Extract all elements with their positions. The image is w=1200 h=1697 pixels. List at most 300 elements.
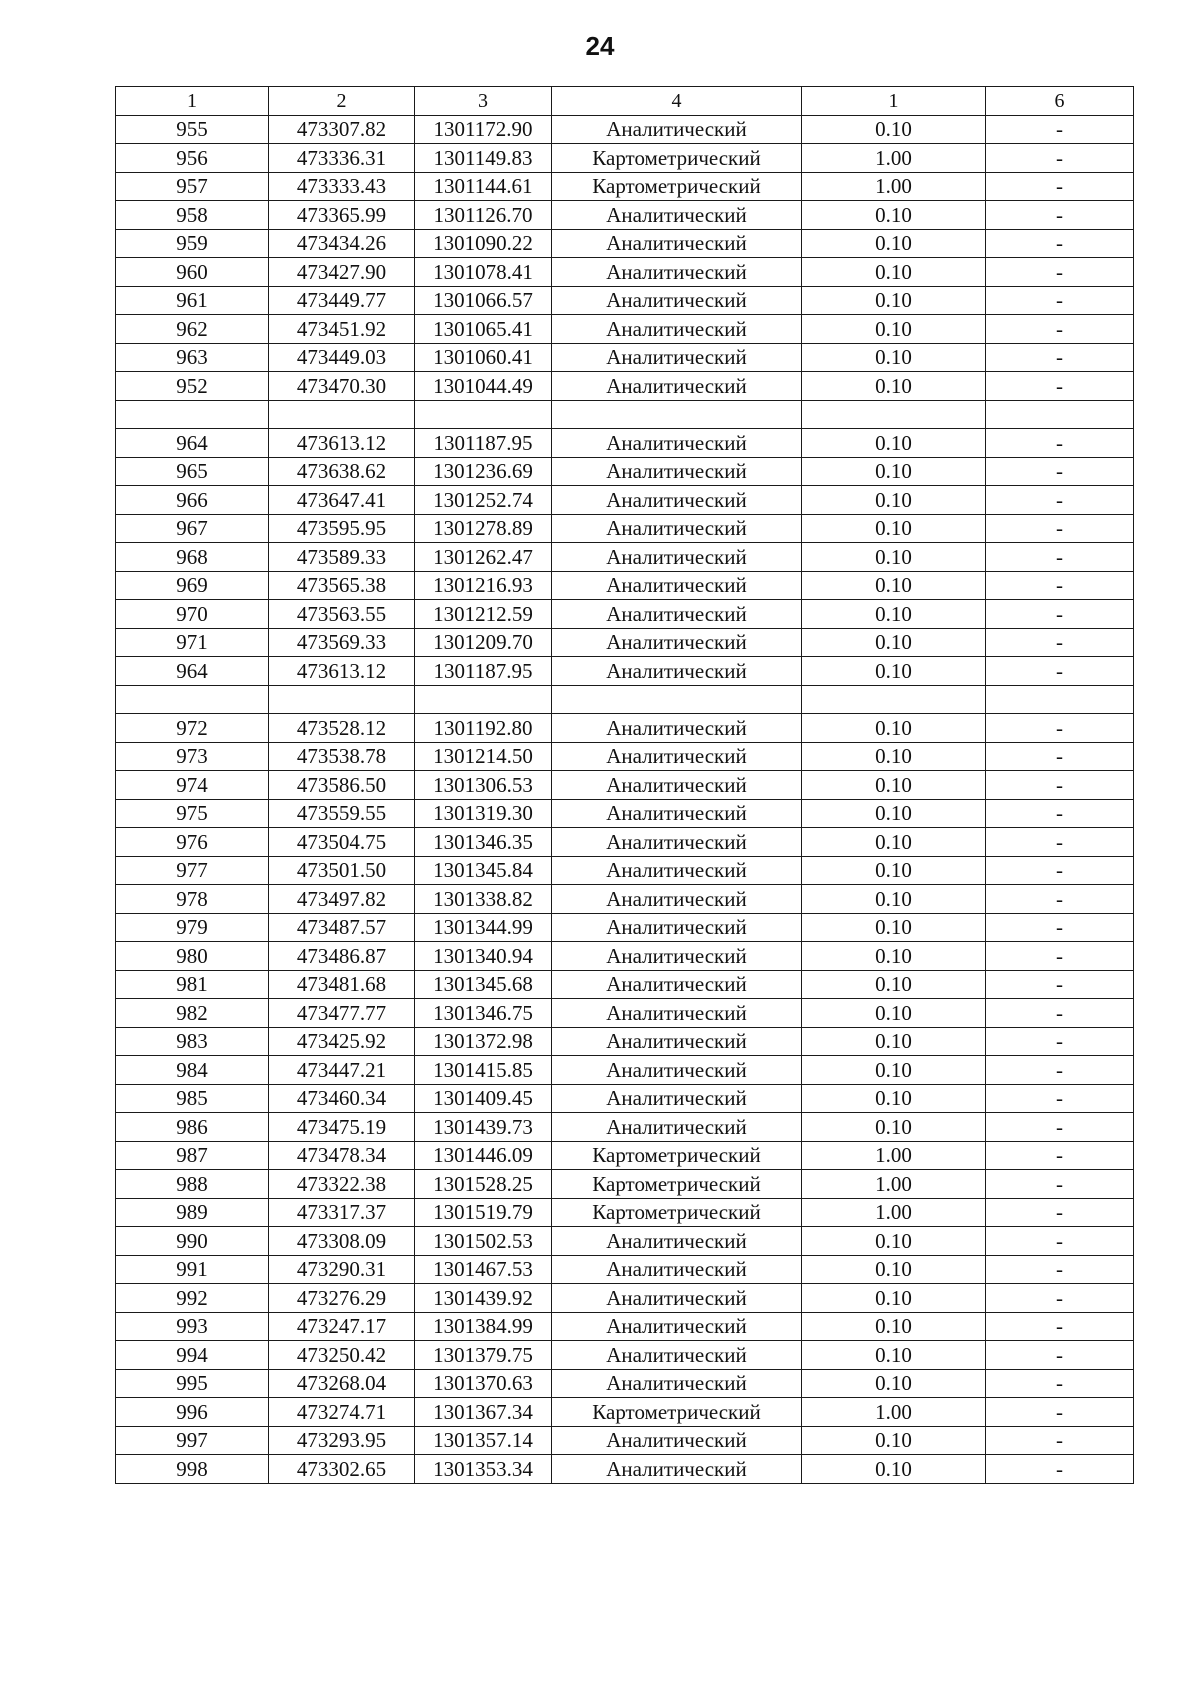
table-cell: 0.10 <box>802 1455 986 1484</box>
table-row <box>116 1426 1134 1455</box>
table-cell: - <box>986 1398 1134 1427</box>
table-cell: - <box>986 1369 1134 1398</box>
table-cell: 1301319.30 <box>415 799 552 828</box>
table-cell <box>415 685 552 714</box>
table-cell: Аналитический <box>552 514 802 543</box>
table-cell: - <box>986 229 1134 258</box>
table-cell: 0.10 <box>802 600 986 629</box>
table-cell <box>415 400 552 429</box>
table-cell: 473647.41 <box>269 486 415 515</box>
table-cell: Аналитический <box>552 1284 802 1313</box>
table-row <box>116 885 1134 914</box>
table-cell: Картометрический <box>552 144 802 173</box>
table-cell: Аналитический <box>552 856 802 885</box>
table-cell: 1301192.80 <box>415 714 552 743</box>
table-row <box>116 172 1134 201</box>
table-cell: 1301439.92 <box>415 1284 552 1313</box>
table-cell: 1.00 <box>802 1141 986 1170</box>
table-row <box>116 315 1134 344</box>
table-row <box>116 1084 1134 1113</box>
table-cell: 1301278.89 <box>415 514 552 543</box>
table-row <box>116 514 1134 543</box>
table-cell: 1301346.35 <box>415 828 552 857</box>
table-cell: 473559.55 <box>269 799 415 828</box>
table-cell: 1301306.53 <box>415 771 552 800</box>
table-cell: 473586.50 <box>269 771 415 800</box>
table-cell: - <box>986 172 1134 201</box>
table-cell: 1301353.34 <box>415 1455 552 1484</box>
coordinates-table <box>115 86 1134 1484</box>
table-cell: 1301379.75 <box>415 1341 552 1370</box>
table-cell: 988 <box>116 1170 269 1199</box>
table-cell: Аналитический <box>552 600 802 629</box>
table-cell: Аналитический <box>552 799 802 828</box>
table-cell: 1301060.41 <box>415 343 552 372</box>
table-cell: 986 <box>116 1113 269 1142</box>
table-cell: 0.10 <box>802 115 986 144</box>
table-cell: 473486.87 <box>269 942 415 971</box>
table-cell: 985 <box>116 1084 269 1113</box>
header-cell: 3 <box>415 87 552 116</box>
table-cell: 977 <box>116 856 269 885</box>
table-cell <box>269 685 415 714</box>
table-cell: Аналитический <box>552 970 802 999</box>
table-row <box>116 856 1134 885</box>
table-cell: 473613.12 <box>269 429 415 458</box>
table-row <box>116 999 1134 1028</box>
table-cell: 1301367.34 <box>415 1398 552 1427</box>
table-cell: Аналитический <box>552 429 802 458</box>
table-row <box>116 229 1134 258</box>
table-cell: Картометрический <box>552 1398 802 1427</box>
header-cell: 1 <box>116 87 269 116</box>
table-cell: 1301338.82 <box>415 885 552 914</box>
table-cell: 957 <box>116 172 269 201</box>
table-cell: 1301415.85 <box>415 1056 552 1085</box>
table-cell: 1301209.70 <box>415 628 552 657</box>
table-cell: 0.10 <box>802 1369 986 1398</box>
table-cell: - <box>986 1312 1134 1341</box>
table-cell: 473613.12 <box>269 657 415 686</box>
table-cell: - <box>986 258 1134 287</box>
table-row <box>116 1455 1134 1484</box>
table-cell: Аналитический <box>552 1426 802 1455</box>
table-row <box>116 543 1134 572</box>
table-cell: 955 <box>116 115 269 144</box>
table-cell: 473274.71 <box>269 1398 415 1427</box>
table-cell: 473290.31 <box>269 1255 415 1284</box>
table-cell <box>116 685 269 714</box>
table-cell: 473302.65 <box>269 1455 415 1484</box>
table-cell: Аналитический <box>552 913 802 942</box>
table-cell: 0.10 <box>802 486 986 515</box>
table-cell: 994 <box>116 1341 269 1370</box>
table-cell: 969 <box>116 571 269 600</box>
table-row <box>116 1255 1134 1284</box>
table-cell: - <box>986 771 1134 800</box>
table-cell: 1301370.63 <box>415 1369 552 1398</box>
table-row <box>116 1056 1134 1085</box>
table-cell: - <box>986 913 1134 942</box>
table-cell: Аналитический <box>552 742 802 771</box>
table-cell: 473449.03 <box>269 343 415 372</box>
table-cell: 0.10 <box>802 1255 986 1284</box>
table-cell: 992 <box>116 1284 269 1313</box>
table-row <box>116 628 1134 657</box>
table-cell: Аналитический <box>552 885 802 914</box>
table-cell: 0.10 <box>802 457 986 486</box>
table-cell: 473504.75 <box>269 828 415 857</box>
table-cell: 0.10 <box>802 828 986 857</box>
table-cell: - <box>986 201 1134 230</box>
table-cell: 0.10 <box>802 742 986 771</box>
table-cell: Аналитический <box>552 999 802 1028</box>
table-cell: 0.10 <box>802 799 986 828</box>
table-cell: 981 <box>116 970 269 999</box>
table-cell: 473595.95 <box>269 514 415 543</box>
table-cell: 1301340.94 <box>415 942 552 971</box>
table-cell: 473336.31 <box>269 144 415 173</box>
table-cell: 0.10 <box>802 1084 986 1113</box>
table-cell: 1301384.99 <box>415 1312 552 1341</box>
table-cell: 960 <box>116 258 269 287</box>
table-cell: 1301212.59 <box>415 600 552 629</box>
table-cell: 1301409.45 <box>415 1084 552 1113</box>
table-cell: 0.10 <box>802 628 986 657</box>
table-cell <box>116 400 269 429</box>
table-row <box>116 714 1134 743</box>
table-cell: 0.10 <box>802 229 986 258</box>
table-cell: 959 <box>116 229 269 258</box>
table-cell: 1301216.93 <box>415 571 552 600</box>
table-cell: 990 <box>116 1227 269 1256</box>
table-cell: - <box>986 1426 1134 1455</box>
table-row <box>116 1113 1134 1142</box>
table-cell: 0.10 <box>802 201 986 230</box>
table-cell: - <box>986 372 1134 401</box>
table-cell: 473247.17 <box>269 1312 415 1341</box>
table-cell: 0.10 <box>802 999 986 1028</box>
table-cell: 1301372.98 <box>415 1027 552 1056</box>
table-cell: 971 <box>116 628 269 657</box>
table-cell: - <box>986 144 1134 173</box>
table-cell: 473293.95 <box>269 1426 415 1455</box>
table-cell: Аналитический <box>552 942 802 971</box>
table-cell <box>986 400 1134 429</box>
table-cell: 967 <box>116 514 269 543</box>
table-cell: 0.10 <box>802 970 986 999</box>
table-cell: - <box>986 885 1134 914</box>
table-row <box>116 343 1134 372</box>
table-cell: - <box>986 856 1134 885</box>
table-cell: 1301446.09 <box>415 1141 552 1170</box>
table-cell: 473501.50 <box>269 856 415 885</box>
table-row <box>116 942 1134 971</box>
table-row <box>116 115 1134 144</box>
table-cell: 473434.26 <box>269 229 415 258</box>
table-cell: 0.10 <box>802 1312 986 1341</box>
header-cell: 1 <box>802 87 986 116</box>
table-cell: 989 <box>116 1198 269 1227</box>
table-cell: 0.10 <box>802 714 986 743</box>
table-cell: 1.00 <box>802 1398 986 1427</box>
page-number: 24 <box>585 31 615 61</box>
table-cell: - <box>986 828 1134 857</box>
table-cell: 956 <box>116 144 269 173</box>
table-cell: 983 <box>116 1027 269 1056</box>
table-row <box>116 1227 1134 1256</box>
table-cell: 963 <box>116 343 269 372</box>
table-cell: Аналитический <box>552 343 802 372</box>
table-cell: 473478.34 <box>269 1141 415 1170</box>
table-cell: 0.10 <box>802 1426 986 1455</box>
table-cell: 964 <box>116 657 269 686</box>
table-cell: 473497.82 <box>269 885 415 914</box>
table-cell: - <box>986 1341 1134 1370</box>
table-cell: 997 <box>116 1426 269 1455</box>
table-cell: Аналитический <box>552 229 802 258</box>
table-cell: 0.10 <box>802 543 986 572</box>
table-cell: - <box>986 315 1134 344</box>
table-cell: 0.10 <box>802 286 986 315</box>
table-cell: 0.10 <box>802 571 986 600</box>
table-cell: - <box>986 1084 1134 1113</box>
table-cell: Аналитический <box>552 1255 802 1284</box>
table-cell: Картометрический <box>552 172 802 201</box>
table-cell: 473307.82 <box>269 115 415 144</box>
table-cell: 473427.90 <box>269 258 415 287</box>
table-cell: 993 <box>116 1312 269 1341</box>
table-spacer-row <box>116 685 1134 714</box>
table-body <box>116 87 1134 1484</box>
table-cell: Аналитический <box>552 1056 802 1085</box>
table-cell: - <box>986 543 1134 572</box>
table-cell: - <box>986 999 1134 1028</box>
table-cell: Аналитический <box>552 1113 802 1142</box>
table-cell: 968 <box>116 543 269 572</box>
table-cell <box>802 685 986 714</box>
table-cell: Аналитический <box>552 115 802 144</box>
table-spacer-row <box>116 400 1134 429</box>
table-cell: 473451.92 <box>269 315 415 344</box>
table-cell: Аналитический <box>552 1027 802 1056</box>
table-cell: Аналитический <box>552 771 802 800</box>
header-cell: 2 <box>269 87 415 116</box>
table-cell: 0.10 <box>802 429 986 458</box>
table-cell: - <box>986 514 1134 543</box>
table-cell: 0.10 <box>802 1056 986 1085</box>
table-cell: Аналитический <box>552 1341 802 1370</box>
table-cell: 0.10 <box>802 913 986 942</box>
table-cell: - <box>986 1284 1134 1313</box>
table-row <box>116 457 1134 486</box>
table-cell: - <box>986 1227 1134 1256</box>
table-cell: 1301065.41 <box>415 315 552 344</box>
table-cell: 966 <box>116 486 269 515</box>
table-cell: 1301172.90 <box>415 115 552 144</box>
table-cell: 1301345.84 <box>415 856 552 885</box>
table-row <box>116 742 1134 771</box>
table-row <box>116 799 1134 828</box>
table-cell: 961 <box>116 286 269 315</box>
table-cell: 0.10 <box>802 885 986 914</box>
table-cell: - <box>986 457 1134 486</box>
table-cell: - <box>986 1198 1134 1227</box>
table-cell: Аналитический <box>552 828 802 857</box>
table-cell: 962 <box>116 315 269 344</box>
table-cell: 473268.04 <box>269 1369 415 1398</box>
table-cell: Аналитический <box>552 258 802 287</box>
table-cell: 1301187.95 <box>415 429 552 458</box>
table-cell: 970 <box>116 600 269 629</box>
table-cell: 1.00 <box>802 144 986 173</box>
table-cell: - <box>986 115 1134 144</box>
table-cell: - <box>986 799 1134 828</box>
table-cell: 1301519.79 <box>415 1198 552 1227</box>
table-row <box>116 201 1134 230</box>
table-cell: Картометрический <box>552 1141 802 1170</box>
table-cell: 473308.09 <box>269 1227 415 1256</box>
table-cell: 473460.34 <box>269 1084 415 1113</box>
table-cell: Аналитический <box>552 315 802 344</box>
table-row <box>116 286 1134 315</box>
table-cell: - <box>986 1027 1134 1056</box>
table-cell: 473317.37 <box>269 1198 415 1227</box>
table-cell: Аналитический <box>552 1369 802 1398</box>
table-row <box>116 571 1134 600</box>
table-cell: - <box>986 657 1134 686</box>
table-row <box>116 1312 1134 1341</box>
table-cell: Аналитический <box>552 286 802 315</box>
table-cell: 0.10 <box>802 942 986 971</box>
table-cell: 1301090.22 <box>415 229 552 258</box>
table-row <box>116 429 1134 458</box>
header-cell: 4 <box>552 87 802 116</box>
table-cell: 1301528.25 <box>415 1170 552 1199</box>
table-cell: 473365.99 <box>269 201 415 230</box>
table-cell: 1301357.14 <box>415 1426 552 1455</box>
table-row <box>116 1027 1134 1056</box>
table-header-row <box>116 87 1134 116</box>
table-cell: 473589.33 <box>269 543 415 572</box>
table-cell: 1301344.99 <box>415 913 552 942</box>
table-cell: 473250.42 <box>269 1341 415 1370</box>
table-cell: - <box>986 628 1134 657</box>
table-cell: 0.10 <box>802 856 986 885</box>
table-cell: - <box>986 1455 1134 1484</box>
table-cell: Картометрический <box>552 1198 802 1227</box>
table-row <box>116 828 1134 857</box>
table-cell: 0.10 <box>802 1113 986 1142</box>
table-cell: 473322.38 <box>269 1170 415 1199</box>
table-cell: Аналитический <box>552 628 802 657</box>
table-cell: - <box>986 571 1134 600</box>
table-cell: 0.10 <box>802 315 986 344</box>
table-cell: Картометрический <box>552 1170 802 1199</box>
table-cell <box>552 685 802 714</box>
table-cell: 979 <box>116 913 269 942</box>
table-row <box>116 771 1134 800</box>
table-cell: Аналитический <box>552 201 802 230</box>
table-cell: 473569.33 <box>269 628 415 657</box>
table-cell: 996 <box>116 1398 269 1427</box>
table-cell: 1301236.69 <box>415 457 552 486</box>
table-cell: 0.10 <box>802 258 986 287</box>
table-cell: 473481.68 <box>269 970 415 999</box>
table-cell: Аналитический <box>552 486 802 515</box>
table-cell: 991 <box>116 1255 269 1284</box>
table-cell: 0.10 <box>802 1341 986 1370</box>
table-cell: - <box>986 1141 1134 1170</box>
table-cell: Аналитический <box>552 1455 802 1484</box>
table-cell: 0.10 <box>802 514 986 543</box>
table-cell: Аналитический <box>552 543 802 572</box>
table-cell: 473333.43 <box>269 172 415 201</box>
table-cell: 1301467.53 <box>415 1255 552 1284</box>
table-cell: 0.10 <box>802 343 986 372</box>
table-cell: 473447.21 <box>269 1056 415 1085</box>
table-row <box>116 486 1134 515</box>
table-cell: 1301214.50 <box>415 742 552 771</box>
table-cell: 995 <box>116 1369 269 1398</box>
table-cell: 974 <box>116 771 269 800</box>
table-row <box>116 144 1134 173</box>
table-cell: 984 <box>116 1056 269 1085</box>
table-cell: 1301262.47 <box>415 543 552 572</box>
table-cell: 0.10 <box>802 1284 986 1313</box>
table-row <box>116 1198 1134 1227</box>
table-cell: Аналитический <box>552 1227 802 1256</box>
table-row <box>116 372 1134 401</box>
table-cell: 964 <box>116 429 269 458</box>
table-row <box>116 970 1134 999</box>
table-cell <box>552 400 802 429</box>
table-cell: 473528.12 <box>269 714 415 743</box>
table-cell: - <box>986 600 1134 629</box>
table-cell: 1301149.83 <box>415 144 552 173</box>
table-row <box>116 1284 1134 1313</box>
table-row <box>116 1398 1134 1427</box>
table-cell: 998 <box>116 1455 269 1484</box>
table-cell <box>269 400 415 429</box>
table-cell: 473425.92 <box>269 1027 415 1056</box>
table-row <box>116 1369 1134 1398</box>
table-cell: 952 <box>116 372 269 401</box>
table-cell: Аналитический <box>552 1084 802 1113</box>
table-cell: 1301502.53 <box>415 1227 552 1256</box>
table-cell: Аналитический <box>552 457 802 486</box>
table-cell: - <box>986 1113 1134 1142</box>
table-row <box>116 657 1134 686</box>
table-cell: 0.10 <box>802 771 986 800</box>
table-row <box>116 1341 1134 1370</box>
table-cell: 1301044.49 <box>415 372 552 401</box>
table-cell <box>986 685 1134 714</box>
table-cell: 973 <box>116 742 269 771</box>
table-cell: Аналитический <box>552 372 802 401</box>
table-cell: 980 <box>116 942 269 971</box>
table-cell: 1301144.61 <box>415 172 552 201</box>
table-row <box>116 600 1134 629</box>
table-cell: Аналитический <box>552 714 802 743</box>
table-cell: 1301126.70 <box>415 201 552 230</box>
table-cell: - <box>986 942 1134 971</box>
table-cell: 1301439.73 <box>415 1113 552 1142</box>
table-cell: - <box>986 429 1134 458</box>
table-row <box>116 913 1134 942</box>
table-cell: 1.00 <box>802 1198 986 1227</box>
table-cell: 0.10 <box>802 372 986 401</box>
